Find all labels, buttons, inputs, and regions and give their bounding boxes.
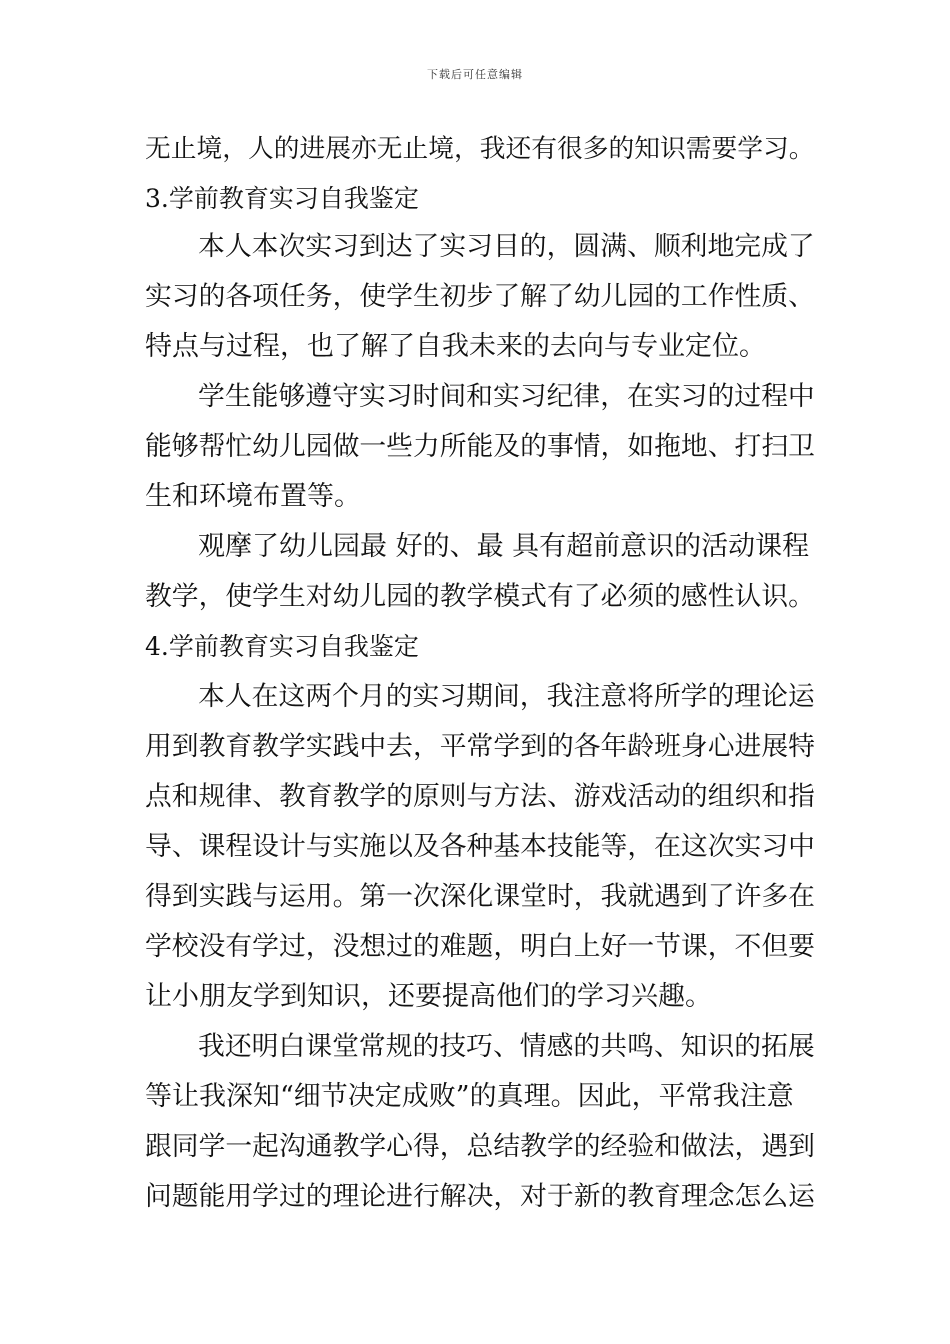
paragraph-line: 导、课程设计与实施以及各种基本技能等，在这次实习中 (145, 831, 815, 862)
paragraph-line: 观摩了幼儿园最 好的、最 具有超前意识的活动课程 (198, 531, 810, 562)
paragraph-line: 让小朋友学到知识，还要提高他们的学习兴趣。 (145, 981, 712, 1012)
paragraph-line: 实习的各项任务，使学生初步了解了幼儿园的工作性质、 (145, 281, 815, 312)
paragraph-line: 本人本次实习到达了实习目的，圆满、顺利地完成了 (198, 231, 815, 262)
paragraph-line: 点和规律、教育教学的原则与方法、游戏活动的组织和指 (145, 781, 815, 812)
paragraph-line: 学校没有学过，没想过的难题，明白上好一节课，不但要 (145, 931, 815, 962)
paragraph-line: 我还明白课堂常规的技巧、情感的共鸣、知识的拓展 (198, 1031, 815, 1062)
paragraph-line: 得到实践与运用。第一次深化课堂时，我就遇到了许多在 (145, 881, 815, 912)
section-heading: 3.学前教育实习自我鉴定 (145, 184, 419, 213)
section-heading: 4.学前教育实习自我鉴定 (145, 632, 419, 661)
page-header: 下载后可任意编辑 (427, 68, 523, 81)
paragraph-line: 等让我深知“细节决定成败”的真理。因此，平常我注意 (145, 1081, 794, 1112)
paragraph-line: 问题能用学过的理论进行解决，对于新的教育理念怎么运 (145, 1181, 815, 1212)
paragraph-line: 学生能够遵守实习时间和实习纪律，在实习的过程中 (198, 381, 815, 412)
paragraph-line: 无止境，人的进展亦无止境，我还有很多的知识需要学习。 (145, 134, 815, 164)
paragraph-line: 教学，使学生对幼儿园的教学模式有了必须的感性认识。 (145, 581, 815, 612)
paragraph-line: 用到教育教学实践中去，平常学到的各年龄班身心进展特 (145, 731, 815, 762)
paragraph-line: 跟同学一起沟通教学心得，总结教学的经验和做法，遇到 (145, 1131, 815, 1162)
paragraph-line: 能够帮忙幼儿园做一些力所能及的事情，如拖地、打扫卫 (145, 431, 815, 462)
paragraph-line: 本人在这两个月的实习期间，我注意将所学的理论运 (198, 681, 815, 712)
paragraph-line: 特点与过程，也了解了自我未来的去向与专业定位。 (145, 331, 766, 362)
paragraph-line: 生和环境布置等。 (145, 481, 361, 512)
